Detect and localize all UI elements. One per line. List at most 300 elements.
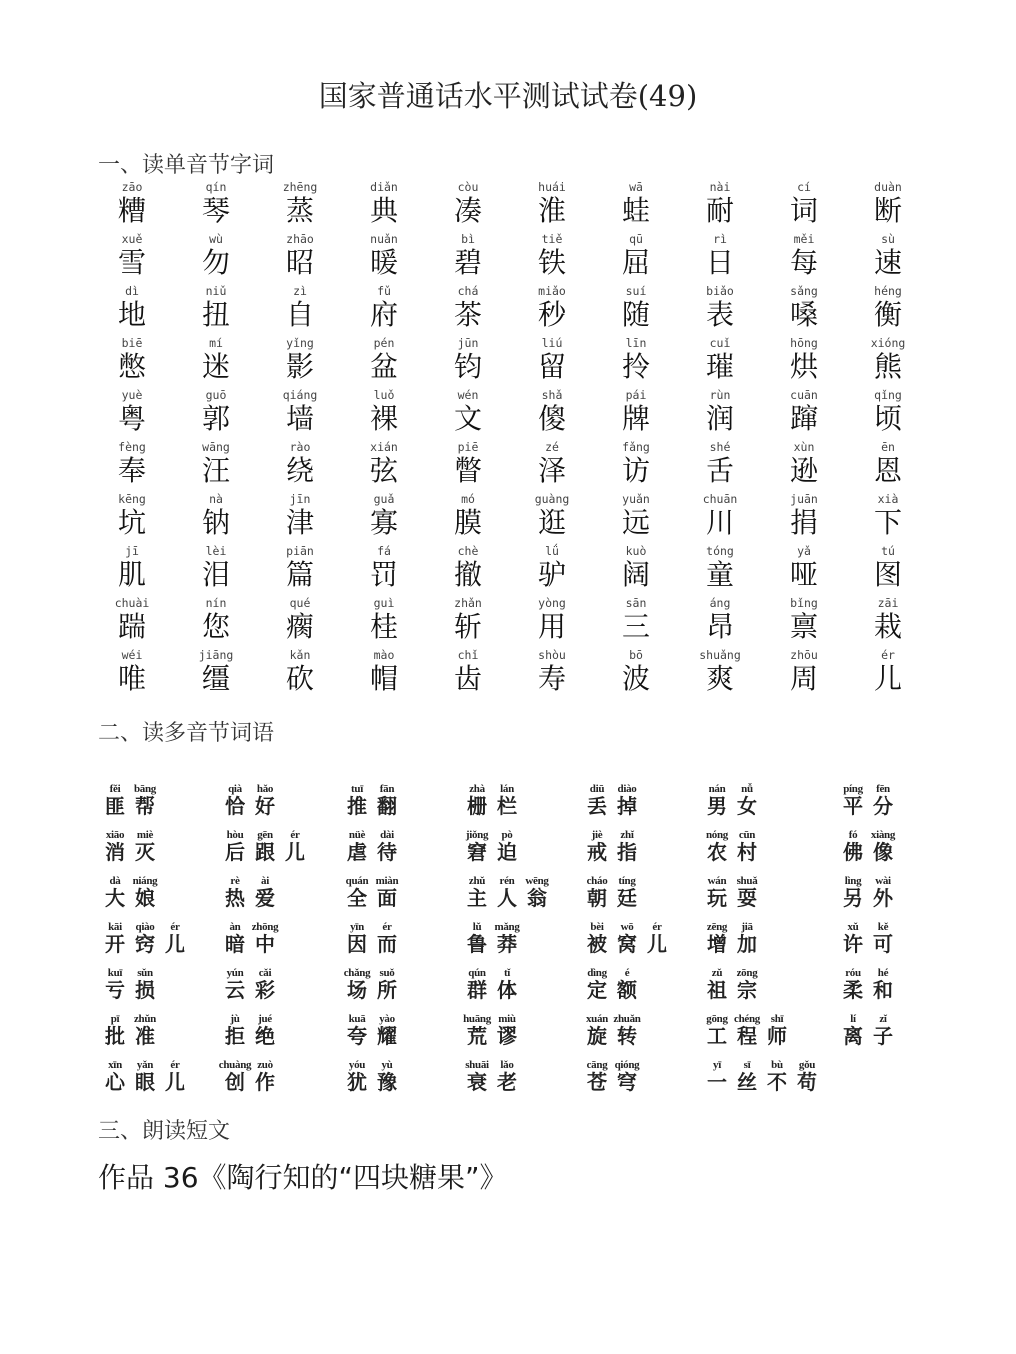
hanzi: 肌	[117, 558, 146, 591]
pinyin: rào	[289, 440, 311, 454]
pinyin: yǎn	[136, 1059, 154, 1071]
multisyllable-word	[220, 784, 280, 817]
monosyllable-item	[342, 388, 426, 440]
hanzi: 铁	[537, 246, 566, 279]
pinyin: nài	[709, 180, 731, 194]
hanzi: 眼	[135, 1070, 155, 1094]
syllable	[702, 1060, 732, 1093]
pinyin: jiā	[741, 921, 753, 933]
pinyin: jīn	[289, 492, 311, 506]
syllable	[492, 784, 522, 817]
monosyllable-item	[342, 284, 426, 336]
hanzi: 主	[467, 886, 487, 910]
monosyllable-item	[762, 232, 846, 284]
multisyllable-word	[100, 922, 190, 955]
hanzi: 老	[497, 1070, 517, 1094]
hanzi: 窘	[467, 840, 487, 864]
hanzi: 儿	[873, 662, 902, 695]
hanzi: 爽	[705, 662, 734, 695]
hanzi: 体	[497, 978, 517, 1002]
syllable	[582, 876, 612, 909]
hanzi: 消	[105, 840, 125, 864]
hanzi: 驴	[537, 558, 566, 591]
pinyin: zì	[293, 284, 307, 298]
monosyllable-item	[594, 336, 678, 388]
pinyin: wéi	[121, 648, 143, 662]
multisyllable-word	[342, 876, 402, 909]
multisyllable-word	[838, 830, 898, 863]
monosyllable-item	[678, 336, 762, 388]
hanzi: 戒	[587, 840, 607, 864]
hanzi: 弦	[369, 454, 398, 487]
pinyin: tuī	[351, 783, 363, 795]
syllable	[612, 1060, 642, 1093]
pinyin: fǎng	[622, 440, 650, 454]
multisyllable-word	[462, 1014, 522, 1047]
syllable	[582, 968, 612, 1001]
multisyllable-word	[220, 922, 280, 955]
hanzi: 盆	[369, 350, 398, 383]
pinyin: wā	[629, 180, 643, 194]
hanzi: 祖	[707, 978, 727, 1002]
hanzi: 罚	[369, 558, 398, 591]
hanzi: 而	[377, 932, 397, 956]
hanzi: 窝	[617, 932, 637, 956]
syllable	[250, 784, 280, 817]
hanzi: 留	[537, 350, 566, 383]
pinyin: zhāo	[286, 232, 314, 246]
hanzi: 昂	[705, 610, 734, 643]
pinyin: niáng	[132, 875, 158, 887]
monosyllable-row	[90, 180, 930, 232]
syllable	[838, 876, 868, 909]
section-heading-multisyllable: 二、读多音节词语	[98, 721, 275, 746]
monosyllable-item	[594, 180, 678, 232]
pinyin: qué	[289, 596, 311, 610]
pinyin: jué	[258, 1013, 272, 1025]
hanzi: 儿	[647, 932, 667, 956]
monosyllable-item	[594, 596, 678, 648]
pinyin: xīn	[108, 1059, 122, 1071]
hanzi: 拎	[621, 350, 650, 383]
pinyin: guàng	[534, 492, 570, 506]
pinyin: sù	[881, 232, 895, 246]
monosyllable-item	[510, 440, 594, 492]
monosyllable-item	[174, 180, 258, 232]
hanzi: 翁	[527, 886, 547, 910]
pinyin: līn	[625, 336, 647, 350]
pinyin: ér	[652, 921, 662, 933]
pinyin: wēng	[525, 875, 549, 887]
hanzi: 璀	[705, 350, 734, 383]
hanzi: 砍	[285, 662, 314, 695]
hanzi: 苍	[587, 1070, 607, 1094]
syllable	[100, 968, 130, 1001]
pinyin: fó	[848, 829, 858, 841]
monosyllable-row	[90, 232, 930, 284]
pinyin: shòu	[538, 648, 566, 662]
monosyllable-item	[510, 336, 594, 388]
monosyllable-item	[678, 284, 762, 336]
hanzi: 灭	[135, 840, 155, 864]
monosyllable-item	[510, 388, 594, 440]
monosyllable-item	[174, 336, 258, 388]
hanzi: 烘	[789, 350, 818, 383]
hanzi: 粤	[117, 402, 146, 435]
syllable	[582, 922, 612, 955]
hanzi: 全	[347, 886, 367, 910]
monosyllable-item	[678, 492, 762, 544]
hanzi: 三	[621, 610, 650, 643]
pinyin: guì	[373, 596, 395, 610]
multisyllable-word	[462, 922, 522, 955]
monosyllable-item	[90, 180, 174, 232]
syllable	[130, 1060, 160, 1093]
pinyin: zhōu	[790, 648, 818, 662]
hanzi: 开	[105, 932, 125, 956]
pinyin: mǎng	[494, 921, 520, 933]
syllable	[220, 830, 250, 863]
hanzi: 昭	[285, 246, 314, 279]
pinyin: cuǐ	[709, 336, 731, 350]
hanzi: 凑	[453, 194, 482, 227]
monosyllable-item	[426, 388, 510, 440]
monosyllable-item	[342, 180, 426, 232]
pinyin: wén	[457, 388, 479, 402]
syllable	[732, 830, 762, 863]
monosyllable-item	[678, 596, 762, 648]
hanzi: 耍	[737, 886, 757, 910]
hanzi: 因	[347, 932, 367, 956]
pinyin: yòng	[538, 596, 566, 610]
hanzi: 犹	[347, 1070, 367, 1094]
monosyllable-item	[426, 232, 510, 284]
syllable	[702, 1014, 732, 1047]
hanzi: 女	[737, 794, 757, 818]
monosyllable-item	[426, 596, 510, 648]
syllable	[838, 1014, 868, 1047]
monosyllable-item	[174, 388, 258, 440]
syllable	[582, 784, 612, 817]
hanzi: 斩	[453, 610, 482, 643]
syllable	[342, 1014, 372, 1047]
monosyllable-item	[90, 440, 174, 492]
monosyllable-item	[678, 440, 762, 492]
hanzi: 一	[707, 1070, 727, 1094]
multisyllable-word	[220, 1060, 280, 1093]
pinyin: huāng	[463, 1013, 491, 1025]
pinyin: yīn	[350, 921, 364, 933]
pinyin: miù	[498, 1013, 516, 1025]
hanzi: 群	[467, 978, 487, 1002]
pinyin: diào	[617, 783, 637, 795]
multisyllable-word	[220, 1014, 280, 1047]
monosyllable-item	[90, 336, 174, 388]
monosyllable-item	[846, 284, 930, 336]
pinyin: zēng	[706, 921, 728, 933]
pinyin: rè	[230, 875, 240, 887]
syllable	[732, 922, 762, 955]
syllable	[868, 830, 898, 863]
pinyin: wù	[209, 232, 223, 246]
hanzi: 寿	[537, 662, 566, 695]
pinyin: yuǎn	[622, 492, 650, 506]
pinyin: xióng	[870, 336, 906, 350]
pinyin: shé	[709, 440, 731, 454]
pinyin: kǎn	[289, 648, 311, 662]
pinyin: tóng	[706, 544, 734, 558]
pinyin: kuò	[625, 544, 647, 558]
hanzi: 顷	[873, 402, 902, 435]
pinyin: tǐ	[503, 967, 511, 979]
hanzi: 玩	[707, 886, 727, 910]
pinyin: zāo	[121, 180, 143, 194]
monosyllable-item	[762, 492, 846, 544]
pinyin: kāi	[108, 921, 122, 933]
hanzi: 缰	[201, 662, 230, 695]
syllable	[372, 968, 402, 1001]
pinyin: dài	[380, 829, 394, 841]
monosyllable-item	[174, 544, 258, 596]
multisyllable-word	[100, 784, 160, 817]
pinyin: hé	[877, 967, 889, 979]
pinyin: nán	[708, 783, 726, 795]
pinyin: lí	[850, 1013, 856, 1025]
pinyin: mào	[373, 648, 395, 662]
monosyllable-item	[90, 648, 174, 700]
syllable	[160, 1060, 190, 1093]
pinyin: piē	[457, 440, 479, 454]
multisyllable-word	[462, 830, 522, 863]
pinyin: nǚ	[741, 783, 753, 795]
pinyin: mí	[209, 336, 223, 350]
pinyin: sī	[743, 1059, 751, 1071]
monosyllable-item	[846, 180, 930, 232]
hanzi: 中	[255, 932, 275, 956]
pinyin: jūn	[457, 336, 479, 350]
syllable	[838, 922, 868, 955]
monosyllable-grid	[90, 180, 930, 700]
syllable	[868, 1014, 898, 1047]
hanzi: 润	[705, 402, 734, 435]
syllable	[100, 1060, 130, 1093]
hanzi: 批	[105, 1024, 125, 1048]
syllable	[220, 784, 250, 817]
hanzi: 匪	[105, 794, 125, 818]
pinyin: lìng	[844, 875, 862, 887]
syllable	[792, 1060, 822, 1093]
monosyllable-item	[846, 492, 930, 544]
multisyllable-word	[838, 968, 898, 1001]
monosyllable-item	[342, 648, 426, 700]
monosyllable-item	[762, 596, 846, 648]
hanzi: 像	[873, 840, 893, 864]
hanzi: 墙	[285, 402, 314, 435]
monosyllable-item	[258, 440, 342, 492]
syllable	[492, 1014, 522, 1047]
multisyllable-word	[582, 968, 642, 1001]
monosyllable-row	[90, 596, 930, 648]
hanzi: 泽	[537, 454, 566, 487]
hanzi: 牌	[621, 402, 650, 435]
hanzi: 增	[707, 932, 727, 956]
multisyllable-row	[100, 784, 920, 830]
hanzi: 寡	[369, 506, 398, 539]
multisyllable-row	[100, 830, 920, 876]
hanzi: 外	[873, 886, 893, 910]
monosyllable-item	[510, 544, 594, 596]
hanzi: 村	[737, 840, 757, 864]
hanzi: 彩	[255, 978, 275, 1002]
syllable	[868, 922, 898, 955]
hanzi: 禀	[789, 610, 818, 643]
syllable	[130, 968, 160, 1001]
pinyin: miǎo	[538, 284, 566, 298]
hanzi: 蹿	[789, 402, 818, 435]
hanzi: 儿	[165, 1070, 185, 1094]
multisyllable-word	[582, 1014, 642, 1047]
syllable	[732, 968, 762, 1001]
pinyin: yǐng	[286, 336, 314, 350]
pinyin: hòu	[226, 829, 244, 841]
pinyin: chuài	[114, 596, 150, 610]
syllable	[372, 784, 402, 817]
pinyin: wán	[707, 875, 727, 887]
syllable	[462, 830, 492, 863]
monosyllable-item	[258, 284, 342, 336]
monosyllable-item	[762, 336, 846, 388]
pinyin: bō	[629, 648, 643, 662]
hanzi: 分	[873, 794, 893, 818]
pinyin: cí	[797, 180, 811, 194]
pinyin: zhà	[469, 783, 485, 795]
multisyllable-word	[582, 784, 642, 817]
hanzi: 淮	[537, 194, 566, 227]
hanzi: 亏	[105, 978, 125, 1002]
syllable	[702, 784, 732, 817]
monosyllable-item	[426, 336, 510, 388]
monosyllable-item	[846, 388, 930, 440]
pinyin: kuī	[107, 967, 123, 979]
syllable	[100, 830, 130, 863]
pinyin: lèi	[205, 544, 227, 558]
hanzi: 大	[105, 886, 125, 910]
syllable	[250, 830, 280, 863]
syllable	[372, 922, 402, 955]
hanzi: 衰	[467, 1070, 487, 1094]
hanzi: 损	[135, 978, 155, 1002]
monosyllable-item	[594, 232, 678, 284]
monosyllable-item	[762, 440, 846, 492]
pinyin: xùn	[793, 440, 815, 454]
pinyin: kēng	[118, 492, 146, 506]
hanzi: 用	[537, 610, 566, 643]
syllable	[612, 876, 642, 909]
hanzi: 帮	[135, 794, 155, 818]
monosyllable-item	[90, 388, 174, 440]
pinyin: zǐ	[879, 1013, 887, 1025]
hanzi: 哑	[789, 558, 818, 591]
syllable	[372, 1014, 402, 1047]
syllable	[220, 876, 250, 909]
hanzi: 儿	[285, 840, 305, 864]
syllable	[372, 830, 402, 863]
hanzi: 秒	[537, 298, 566, 331]
pinyin: diū	[589, 783, 605, 795]
hanzi: 旋	[587, 1024, 607, 1048]
pinyin: shǎ	[541, 388, 563, 402]
section-heading-monosyllable: 一、读单音节字词	[98, 153, 275, 178]
hanzi: 耐	[705, 194, 734, 227]
pinyin: zhēng	[282, 180, 318, 194]
hanzi: 可	[873, 932, 893, 956]
pinyin: miàn	[375, 875, 399, 887]
monosyllable-item	[426, 648, 510, 700]
syllable	[582, 1060, 612, 1093]
pinyin: sǔn	[137, 967, 153, 979]
hanzi: 典	[369, 194, 398, 227]
hanzi: 您	[201, 610, 230, 643]
monosyllable-item	[846, 648, 930, 700]
hanzi: 童	[705, 558, 734, 591]
hanzi: 表	[705, 298, 734, 331]
pinyin: é	[624, 967, 630, 979]
pinyin: luǒ	[373, 388, 395, 402]
syllable	[250, 1014, 280, 1047]
syllable	[250, 922, 280, 955]
pinyin: huái	[538, 180, 566, 194]
monosyllable-item	[342, 492, 426, 544]
hanzi: 娘	[135, 886, 155, 910]
pinyin: zhōng	[251, 921, 279, 933]
multisyllable-word	[582, 922, 672, 955]
section-heading-reading: 三、朗读短文	[98, 1119, 231, 1144]
monosyllable-item	[510, 180, 594, 232]
hanzi: 佛	[843, 840, 863, 864]
multisyllable-row	[100, 922, 920, 968]
pinyin: zōng	[736, 967, 758, 979]
hanzi: 云	[225, 978, 245, 1002]
syllable	[492, 922, 522, 955]
pinyin: pái	[625, 388, 647, 402]
multisyllable-word	[702, 922, 762, 955]
monosyllable-item	[510, 596, 594, 648]
pinyin: xuán	[585, 1013, 609, 1025]
pinyin: yún	[226, 967, 244, 979]
syllable	[130, 1014, 160, 1047]
hanzi: 膜	[453, 506, 482, 539]
monosyllable-item	[90, 596, 174, 648]
hanzi: 糟	[117, 194, 146, 227]
pinyin: jiè	[591, 829, 603, 841]
hanzi: 郭	[201, 402, 230, 435]
hanzi: 迫	[497, 840, 517, 864]
pinyin: rén	[499, 875, 515, 887]
hanzi: 推	[347, 794, 367, 818]
syllable	[220, 1060, 250, 1093]
multisyllable-word	[582, 830, 642, 863]
pinyin: xuě	[121, 232, 143, 246]
hanzi: 和	[873, 978, 893, 1002]
monosyllable-item	[258, 336, 342, 388]
pinyin: dà	[109, 875, 121, 887]
pinyin: qiáng	[282, 388, 318, 402]
hanzi: 转	[617, 1024, 637, 1048]
syllable	[732, 1060, 762, 1093]
pinyin: cǎi	[258, 967, 272, 979]
hanzi: 平	[843, 794, 863, 818]
hanzi: 男	[707, 794, 727, 818]
